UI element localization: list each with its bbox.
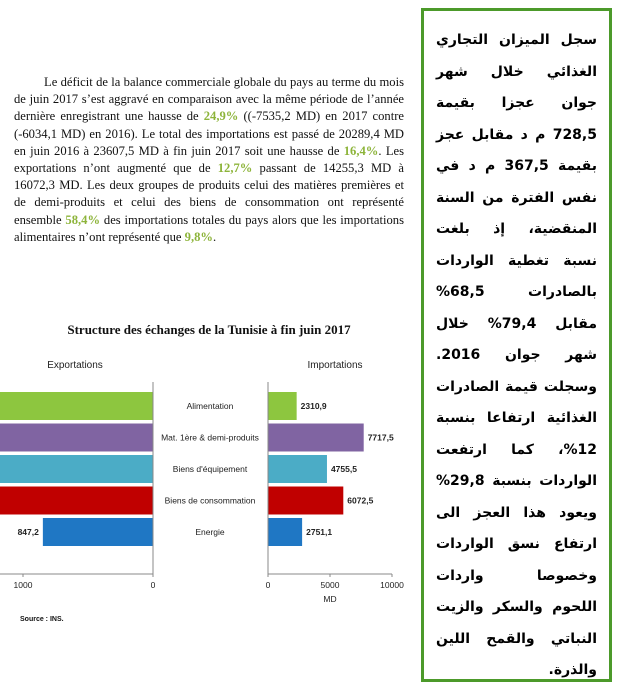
imports-axis-unit: MD [323,594,337,604]
category-label: Energie [195,527,225,537]
trade-structure-chart [0,352,410,614]
export-bar [0,424,153,452]
import-bar [268,455,327,483]
imports-increase-highlight: 16,4% [343,143,379,158]
sidebar-text: سجل الميزان التجاري الغذائي خلال شهر جوان عجزا بقيمة 728,5 م د مقابل عجز بقيمة 367,5 م د في نفس الفترة من السنة المنقضية، إذ بلغت نسبة تغطية الواردات بالصادرات 68,5% مقابل 79,4% خلال شهر جوان 2016. وسجلت قيمة الصادرات الغذائية ارتفاعا بنسبة 12%، كما ارتفعت الواردات بنسبة 29,8% ويعود هذا العجز الى ارتفاع نسق الواردات وخصوصا واردات اللحوم والسكر والزيت النباتي والقمح اللين والذرة. [436,32,597,678]
export-data-label: 847,2 [17,527,39,537]
imports-tick-label: 0 [265,580,271,590]
article-paragraph [14,74,404,246]
article-text-1: Le déficit de la balance commerciale globale du pays au terme du mois de juin 2017 s’est aggravé en comparaison avec la même période de l’année dernière enregistrant une hausse de [14,75,404,124]
article-text-6: . [213,229,217,244]
exports-tick-label: 0 [150,580,156,590]
article-text-4: passant de 14255,3 MD à 16072,3 MD. Les deux groupes de produits celui des matières premières et de demi-produits et celui des biens de consommation ont représenté ensemble [14,161,405,227]
sidebar-box [421,8,612,682]
category-label: Mat. 1ère & demi-produits [161,432,259,443]
export-bar [43,518,153,546]
exports-legend-title: Exportations [47,360,103,371]
exports-increase-highlight: 12,7% [217,161,253,176]
export-bar [0,392,153,420]
imports-legend-title: Importations [307,360,363,371]
category-label: Alimentation [186,401,234,411]
exports-tick-label: 1000 [13,580,33,590]
import-bar [268,392,297,420]
article-text-2: ((-7535,2 MD) en 2017 contre (-6034,1 MD) en 2016). Le total des importations est passé de 20289,4 MD en juin 2016 à 23607,5 MD à fin juin 2017 soit une hausse de [14,109,404,158]
article-text-3: . Les exportations n’ont augmenté que de [14,143,404,176]
import-bar [268,487,343,515]
deficit-increase-highlight: 24,9% [203,109,239,124]
category-label: Biens de consommation [164,495,256,506]
food-imports-share-highlight: 9,8% [184,229,213,244]
export-bar [0,455,153,483]
imports-tick-label: 5000 [320,580,340,590]
imports-tick-label: 10000 [380,580,404,590]
category-label: Biens d'équipement [172,464,248,474]
article-text-5: des importations totales du pays alors que les importations alimentaires n’ont représenté que [14,212,404,244]
source-note: Source : INS. [20,616,64,623]
two-groups-share-highlight: 58,4% [65,212,101,227]
import-data-label: 4755,5 [330,464,357,474]
import-data-label: 2310,9 [300,401,327,411]
import-data-label: 2751,1 [306,527,333,537]
import-data-label: 7717,5 [367,432,394,443]
import-bar [268,424,364,452]
chart-title: Structure des échanges de la Tunisie à fin juin 2017 [67,322,351,337]
import-data-label: 6072,5 [347,495,374,506]
export-bar [0,487,153,515]
import-bar [268,518,302,546]
